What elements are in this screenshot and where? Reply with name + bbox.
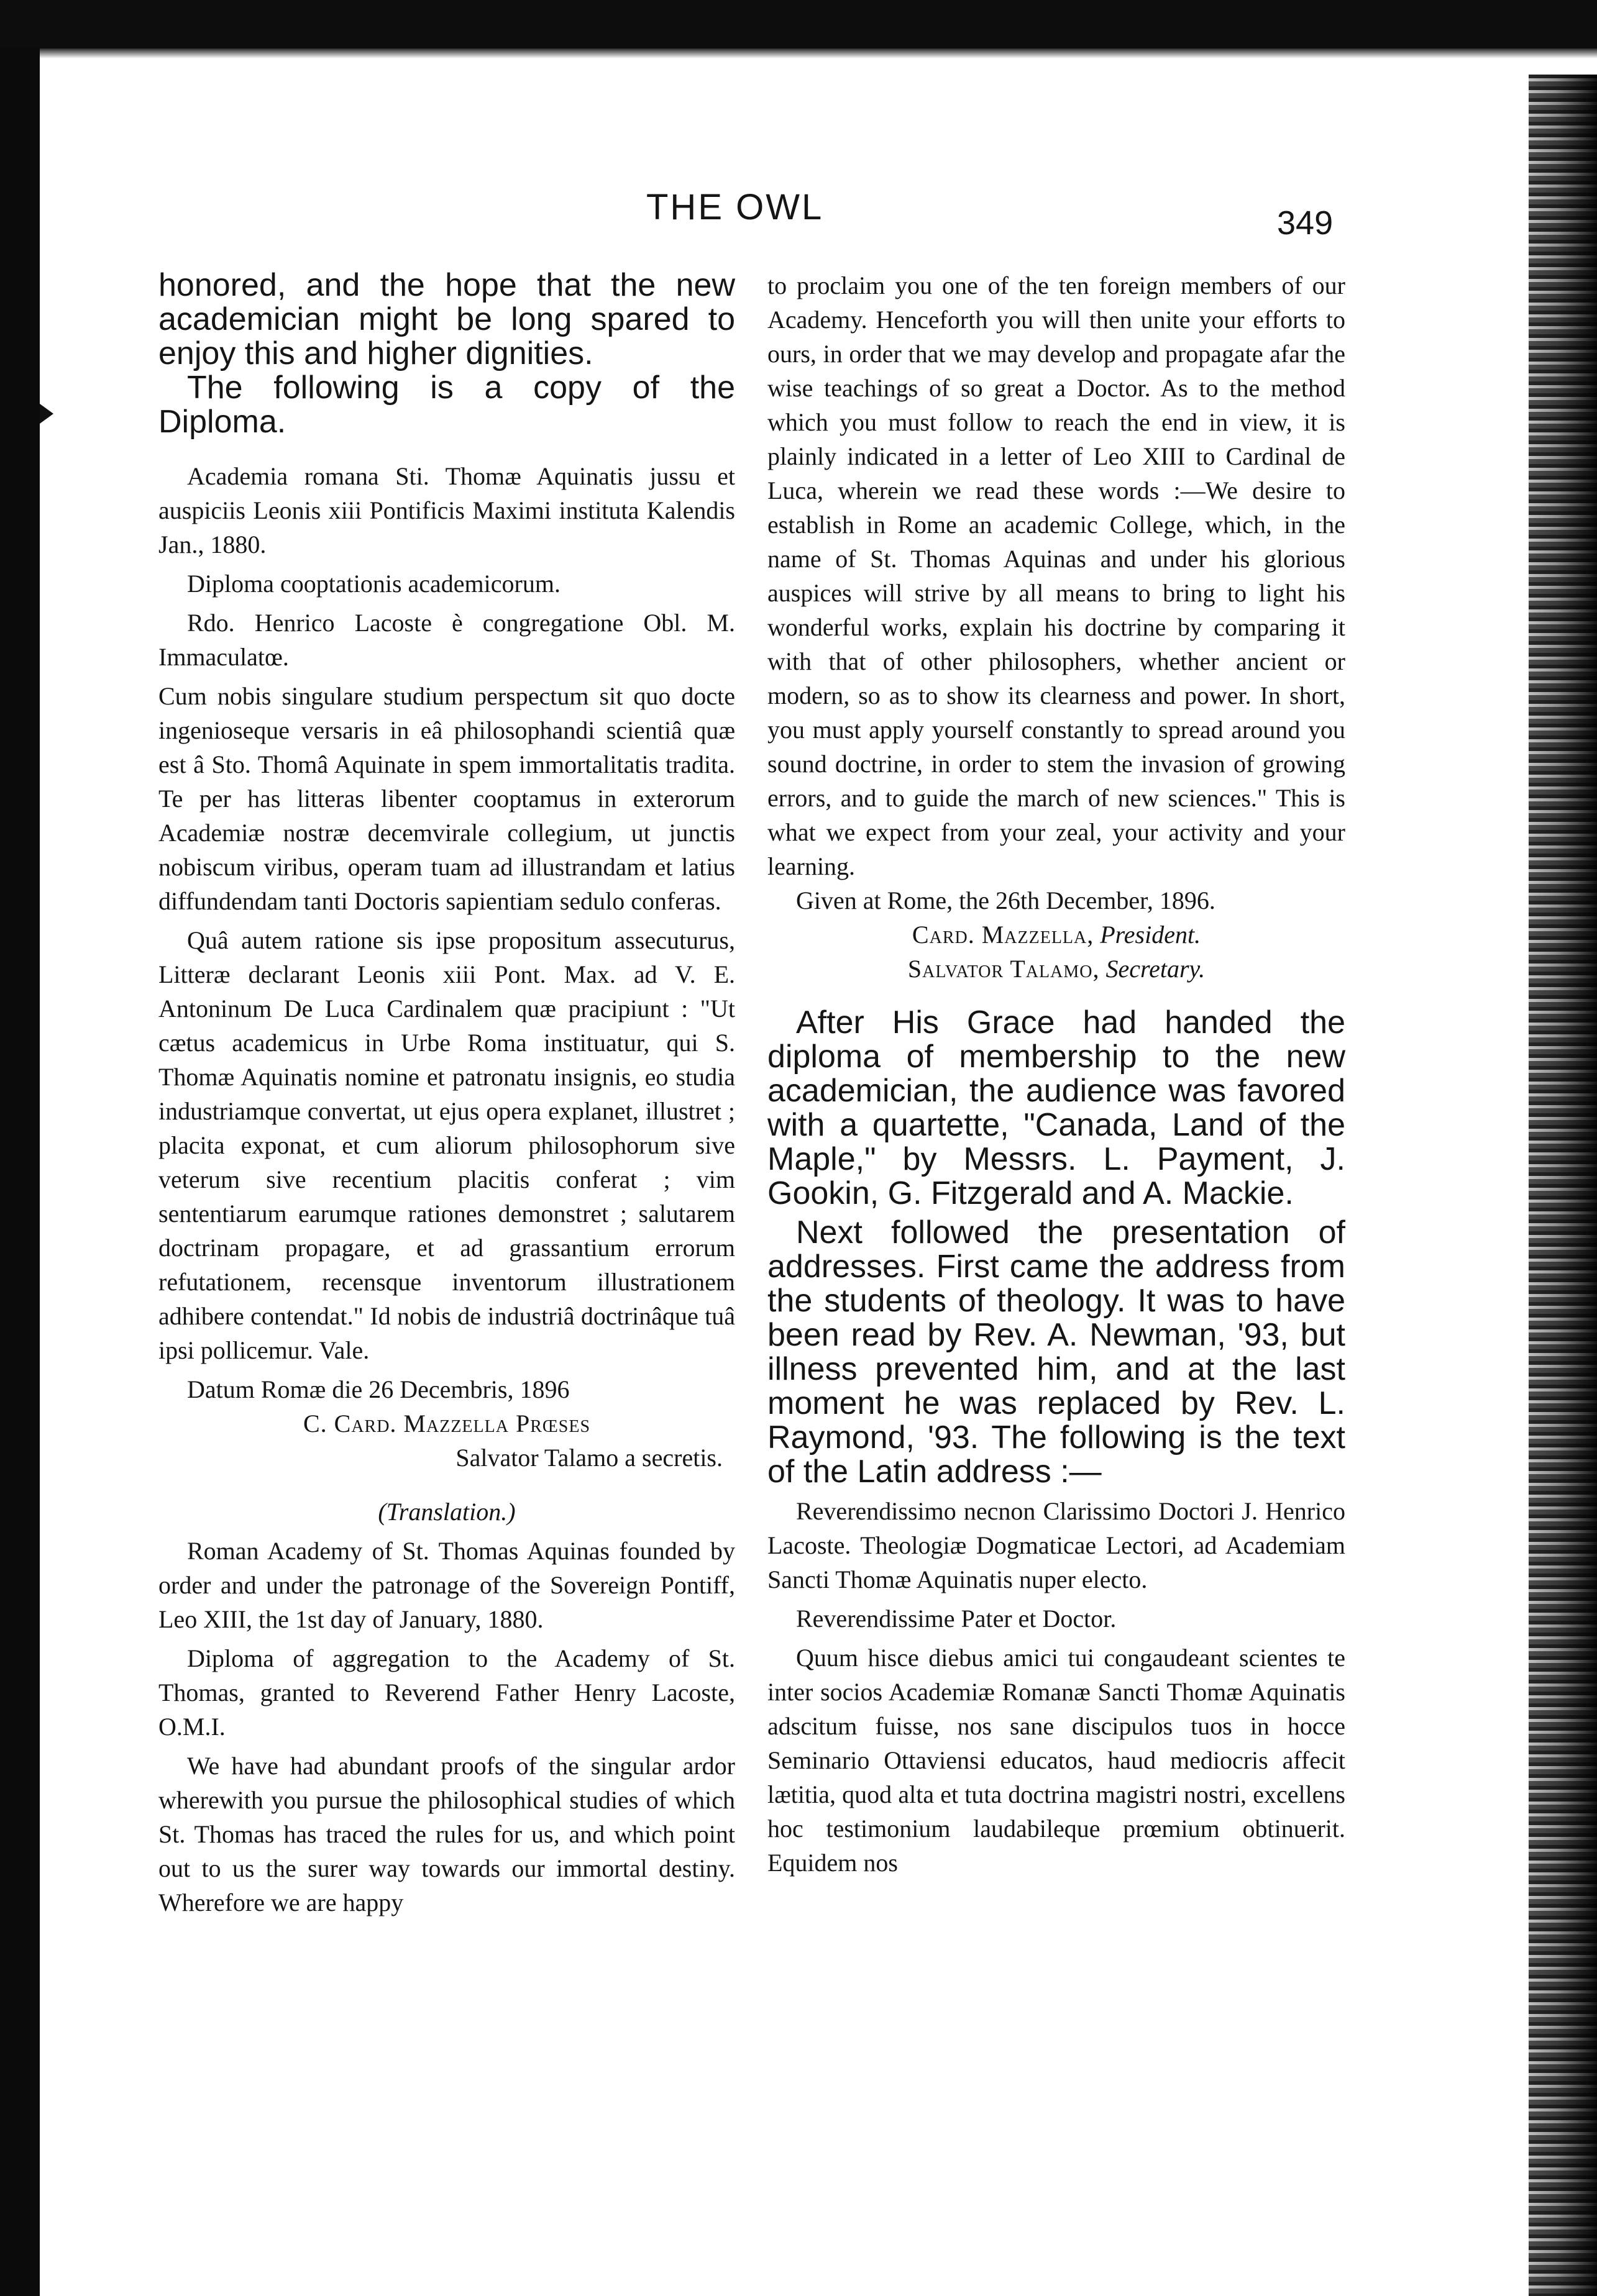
paragraph: honored, and the hope that the new academician might be long spared to enjoy this and higher dignities. [158,267,735,371]
signature-name: Card. Mazzella, [912,921,1094,949]
paragraph: Diploma cooptationis academicorum. [187,570,561,598]
paragraph: The following is a copy of the Diploma. [158,370,735,440]
paragraph: to proclaim you one of the ten foreign members of our Academy. Henceforth you will then unite your efforts to ours, in order that we may develop and propagate afar the wise teachings of so great a Doctor. As to the method which you must follow to reach the end in view, it is plainly indicated in a letter of Leo XIII to Cardinal de Luca, wherein we read these words :—We desire to establish in Rome an academic College, which, in the name of St. Thomas Aquinas and under his glorious auspices will strive by all means to bring to light his wonderful works, explain his doctrine by comparing it with that of other philosophers, whether ancient or modern, so as to show its clearness and power. In short, you must apply yourself constantly to spread around you sound doctrine, in order to stem the invasion of growing errors, and to guide the march of new sciences." This is what we expect from your zeal, your activity and your learning. [767,271,1345,880]
right-column [767,268,1345,1880]
signature-line [767,952,1345,986]
running-head: THE OWL [646,187,824,227]
scan-border-left [0,48,40,2296]
left-column [158,268,735,1920]
section-heading: (Translation.) [378,1498,516,1526]
page-header [0,186,1491,261]
paragraph: Academia romana Sti. Thomæ Aquinatis jussu et auspiciis Leonis xiii Pontificis Maximi instituta Kalendis Jan., 1880. [158,462,735,558]
paragraph: Reverendissime Pater et Doctor. [796,1605,1117,1633]
paragraph: Next followed the presentation of addresses. First came the address from the students of theology. It was to have been read by Rev. A. Newman, '93, but illness prevented him, and at the last moment he was replaced by Rev. L. Raymond, '93. The following is the text of the Latin address :— [767,1214,1345,1490]
paragraph: We have had abundant proofs of the singular ardor wherewith you pursue the philosophical studies of which St. Thomas has traced the rules for us, and which point out to us the surer way towards our immortal destiny. Wherefore we are happy [158,1752,735,1916]
scan-border-top [0,0,1597,48]
signature-line [767,918,1345,952]
signature-secretary: Salvator Talamo a secretis. [455,1444,723,1472]
paragraph: Rdo. Henrico Lacoste è congregatione Obl. M. Immaculatœ. [158,609,735,671]
paragraph: Diploma of aggregation to the Academy of St. Thomas, granted to Reverend Father Henry Lacoste, O.M.I. [158,1644,735,1741]
date-line: Given at Rome, the 26th December, 1896. [796,886,1215,914]
paragraph: Quum hisce diebus amici tui congaudeant scientes te inter socios Academiæ Romanæ Sancti Thomæ Aquinatis adscitum fuisse, nos sane discipulos tuos in hocce Seminario Ottaviensi educatos, haud mediocris affecit lætitia, quod alta et tuta doctrina magistri nostri, excellens hoc testimonium laudabileque prœmium obtinuerit. Equidem nos [767,1644,1345,1877]
page-number: 349 [1277,204,1334,242]
paragraph: Quâ autem ratione sis ipse propositum assecuturus, Litteræ declarant Leonis xiii Pont. Max. ad V. E. Antoninum De Luca Cardinalem quæ pracipiunt : "Ut cætus academicus in Urbe Roma instituatur, qui S. Thomæ Aquinatis nomine et patronatu insignis, eo studia industriamque convertat, ut ejus opera explanet, illustret ; placita exponat, et cum aliorum philosophorum sive veterum sive recentium placitis conferat ; vim sententiarum earumque rationes demonstret ; salutarem doctrinam propagare, et ad grassantium errorum refutationem, recensque inventorum illustrationem adhibere contendat." Id nobis de industriâ doctrinâque tuâ ipsi pollicemur. Vale. [158,926,735,1364]
scan-border-right [1529,75,1597,2296]
signature-title: President. [1100,921,1201,949]
signature-president: C. Card. Mazzella Prœses [303,1410,591,1437]
signature-line [158,1441,735,1475]
signature-line [158,1406,735,1441]
signature-title: Secretary. [1105,955,1206,983]
date-line: Datum Romæ die 26 Decembris, 1896 [187,1375,570,1403]
paragraph: Cum nobis singulare studium perspectum sit quo docte ingenioseque versaris in eâ philosophandi scientiâ quæ est â Sto. Thomâ Aquinate in spem immortalitatis tradita. Te per has litteras libenter cooptamus in exterorum Academiæ nostræ decemvirale collegium, ut junctis nobiscum viribus, operam tuam ad illustrandam et latius diffundendam tanti Doctoris sapientiam sedulo conferas. [158,682,735,915]
paragraph: Roman Academy of St. Thomas Aquinas founded by order and under the patronage of the Sovereign Pontiff, Leo XIII, the 1st day of January, 1880. [158,1537,735,1633]
signature-name: Salvator Talamo, [907,955,1100,983]
paragraph: After His Grace had handed the diploma of membership to the new academician, the audience was favored with a quartette, "Canada, Land of the Maple," by Messrs. L. Payment, J. Gookin, G. Fitzgerald and A. Mackie. [767,1004,1345,1211]
paragraph: Reverendissimo necnon Clarissimo Doctori J. Henrico Lacoste. Theologiæ Dogmaticae Lectori, ad Academiam Sancti Thomæ Aquinatis nuper electo. [767,1497,1345,1593]
margin-mark [40,404,53,424]
